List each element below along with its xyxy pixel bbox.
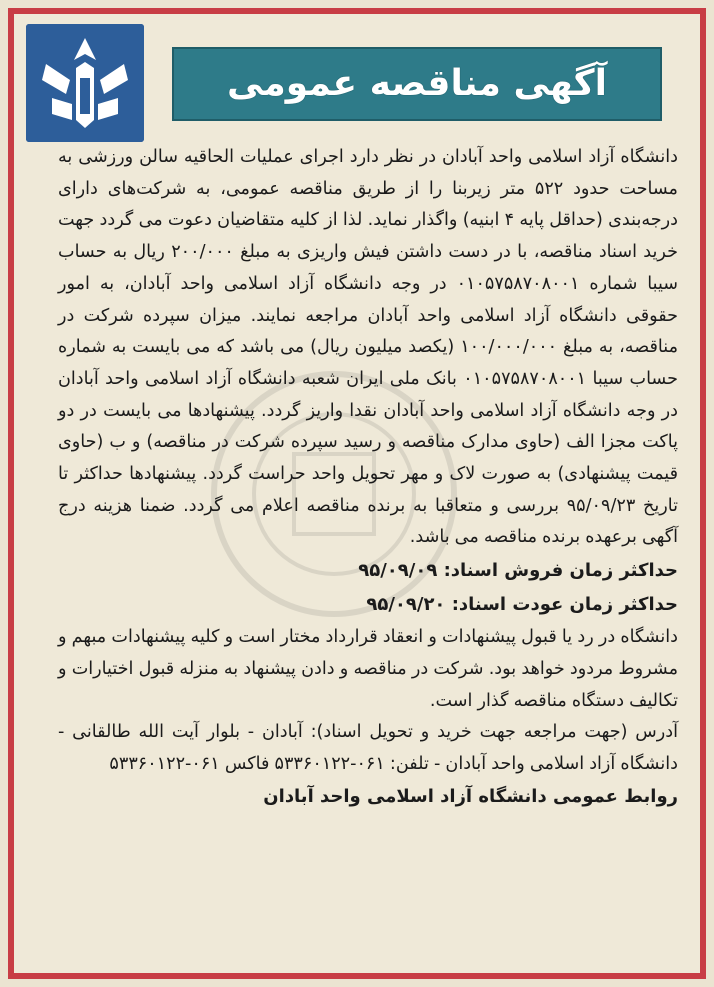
signature: روابط عمومی دانشگاه آزاد اسلامی واحد آبادان <box>263 785 678 807</box>
deadline-sale: حداکثر زمان فروش اسناد: ۹۵/۰۹/۰۹ <box>358 560 678 582</box>
address-paragraph: آدرس (جهت مراجعه جهت خرید و تحویل اسناد): آبادان - بلوار آیت الله طالقانی - دانشگاه آزاد اسلامی واحد آبادان - تلفن: ۰۶۱-۵۳۳۶۰۱۲۲ فاکس ۰۶۱-۵۳۳۶۰۱۲۲ <box>58 722 678 774</box>
title-banner <box>172 47 662 121</box>
notice-frame <box>8 8 706 979</box>
page-title: آگهی مناقصه عمومی <box>227 63 607 104</box>
notice-body <box>58 142 678 974</box>
deadline-return: حداکثر زمان عودت اسناد: ۹۵/۰۹/۲۰ <box>366 594 678 616</box>
logo-emblem <box>26 24 144 142</box>
main-paragraph: دانشگاه آزاد اسلامی واحد آبادان در نظر دارد اجرای عملیات الحاقیه سالن ورزشی به مساحت حدود ۵۲۲ متر زیربنا را از طریق مناقصه عمومی، به شرکت‌های دارای درجه‌بندی (حداقل پایه ۴ ابنیه) واگذار نماید. لذا از کلیه متقاضیان دعوت می گردد جهت خرید اسناد مناقصه، با در دست داشتن فیش واریزی به مبلغ ۲۰۰/۰۰۰ ریال به حساب سیبا شماره ۰۱۰۵۷۵۸۷۰۸۰۰۱ در وجه دانشگاه آزاد اسلامی واحد آبادان، به امور حقوقی دانشگاه آزاد اسلامی واحد آبادان مراجعه نمایند. میزان سپرده شرکت در مناقصه، به مبلغ ۱۰۰/۰۰۰/۰۰۰ (یکصد میلیون ریال) می باشد که می بایست به شماره حساب سیبا ۰۱۰۵۷۵۸۷۰۸۰۰۱ بانک ملی ایران شعبه دانشگاه آزاد اسلامی واحد آبادان در وجه دانشگاه آزاد اسلامی واحد آبادان نقدا واریز گردد. پیشنهادها می بایست در دو پاکت مجزا الف (حاوی مدارک مناقصه و رسید سپرده شرکت در مناقصه) و ب (حاوی قیمت پیشنهادی) به صورت لاک و مهر تحویل واحد حراست گردد. پیشنهادها حداکثر تا تاریخ ۹۵/۰۹/۲۳ بررسی و متعاقبا به برنده مناقصه اعلام می گردد. ضمنا هزینه درج آگهی برعهده برنده مناقصه می باشد. <box>58 147 678 548</box>
conditions-paragraph: دانشگاه در رد یا قبول پیشنهادات و انعقاد قرارداد مختار است و کلیه پیشنهادات مبهم و مشروط مردود خواهد بود. شرکت در مناقصه و دادن پیشنهاد به منزله قبول اختیارات و تکالیف دستگاه مناقصه گذار است. <box>58 627 678 711</box>
university-logo-icon <box>26 24 144 142</box>
